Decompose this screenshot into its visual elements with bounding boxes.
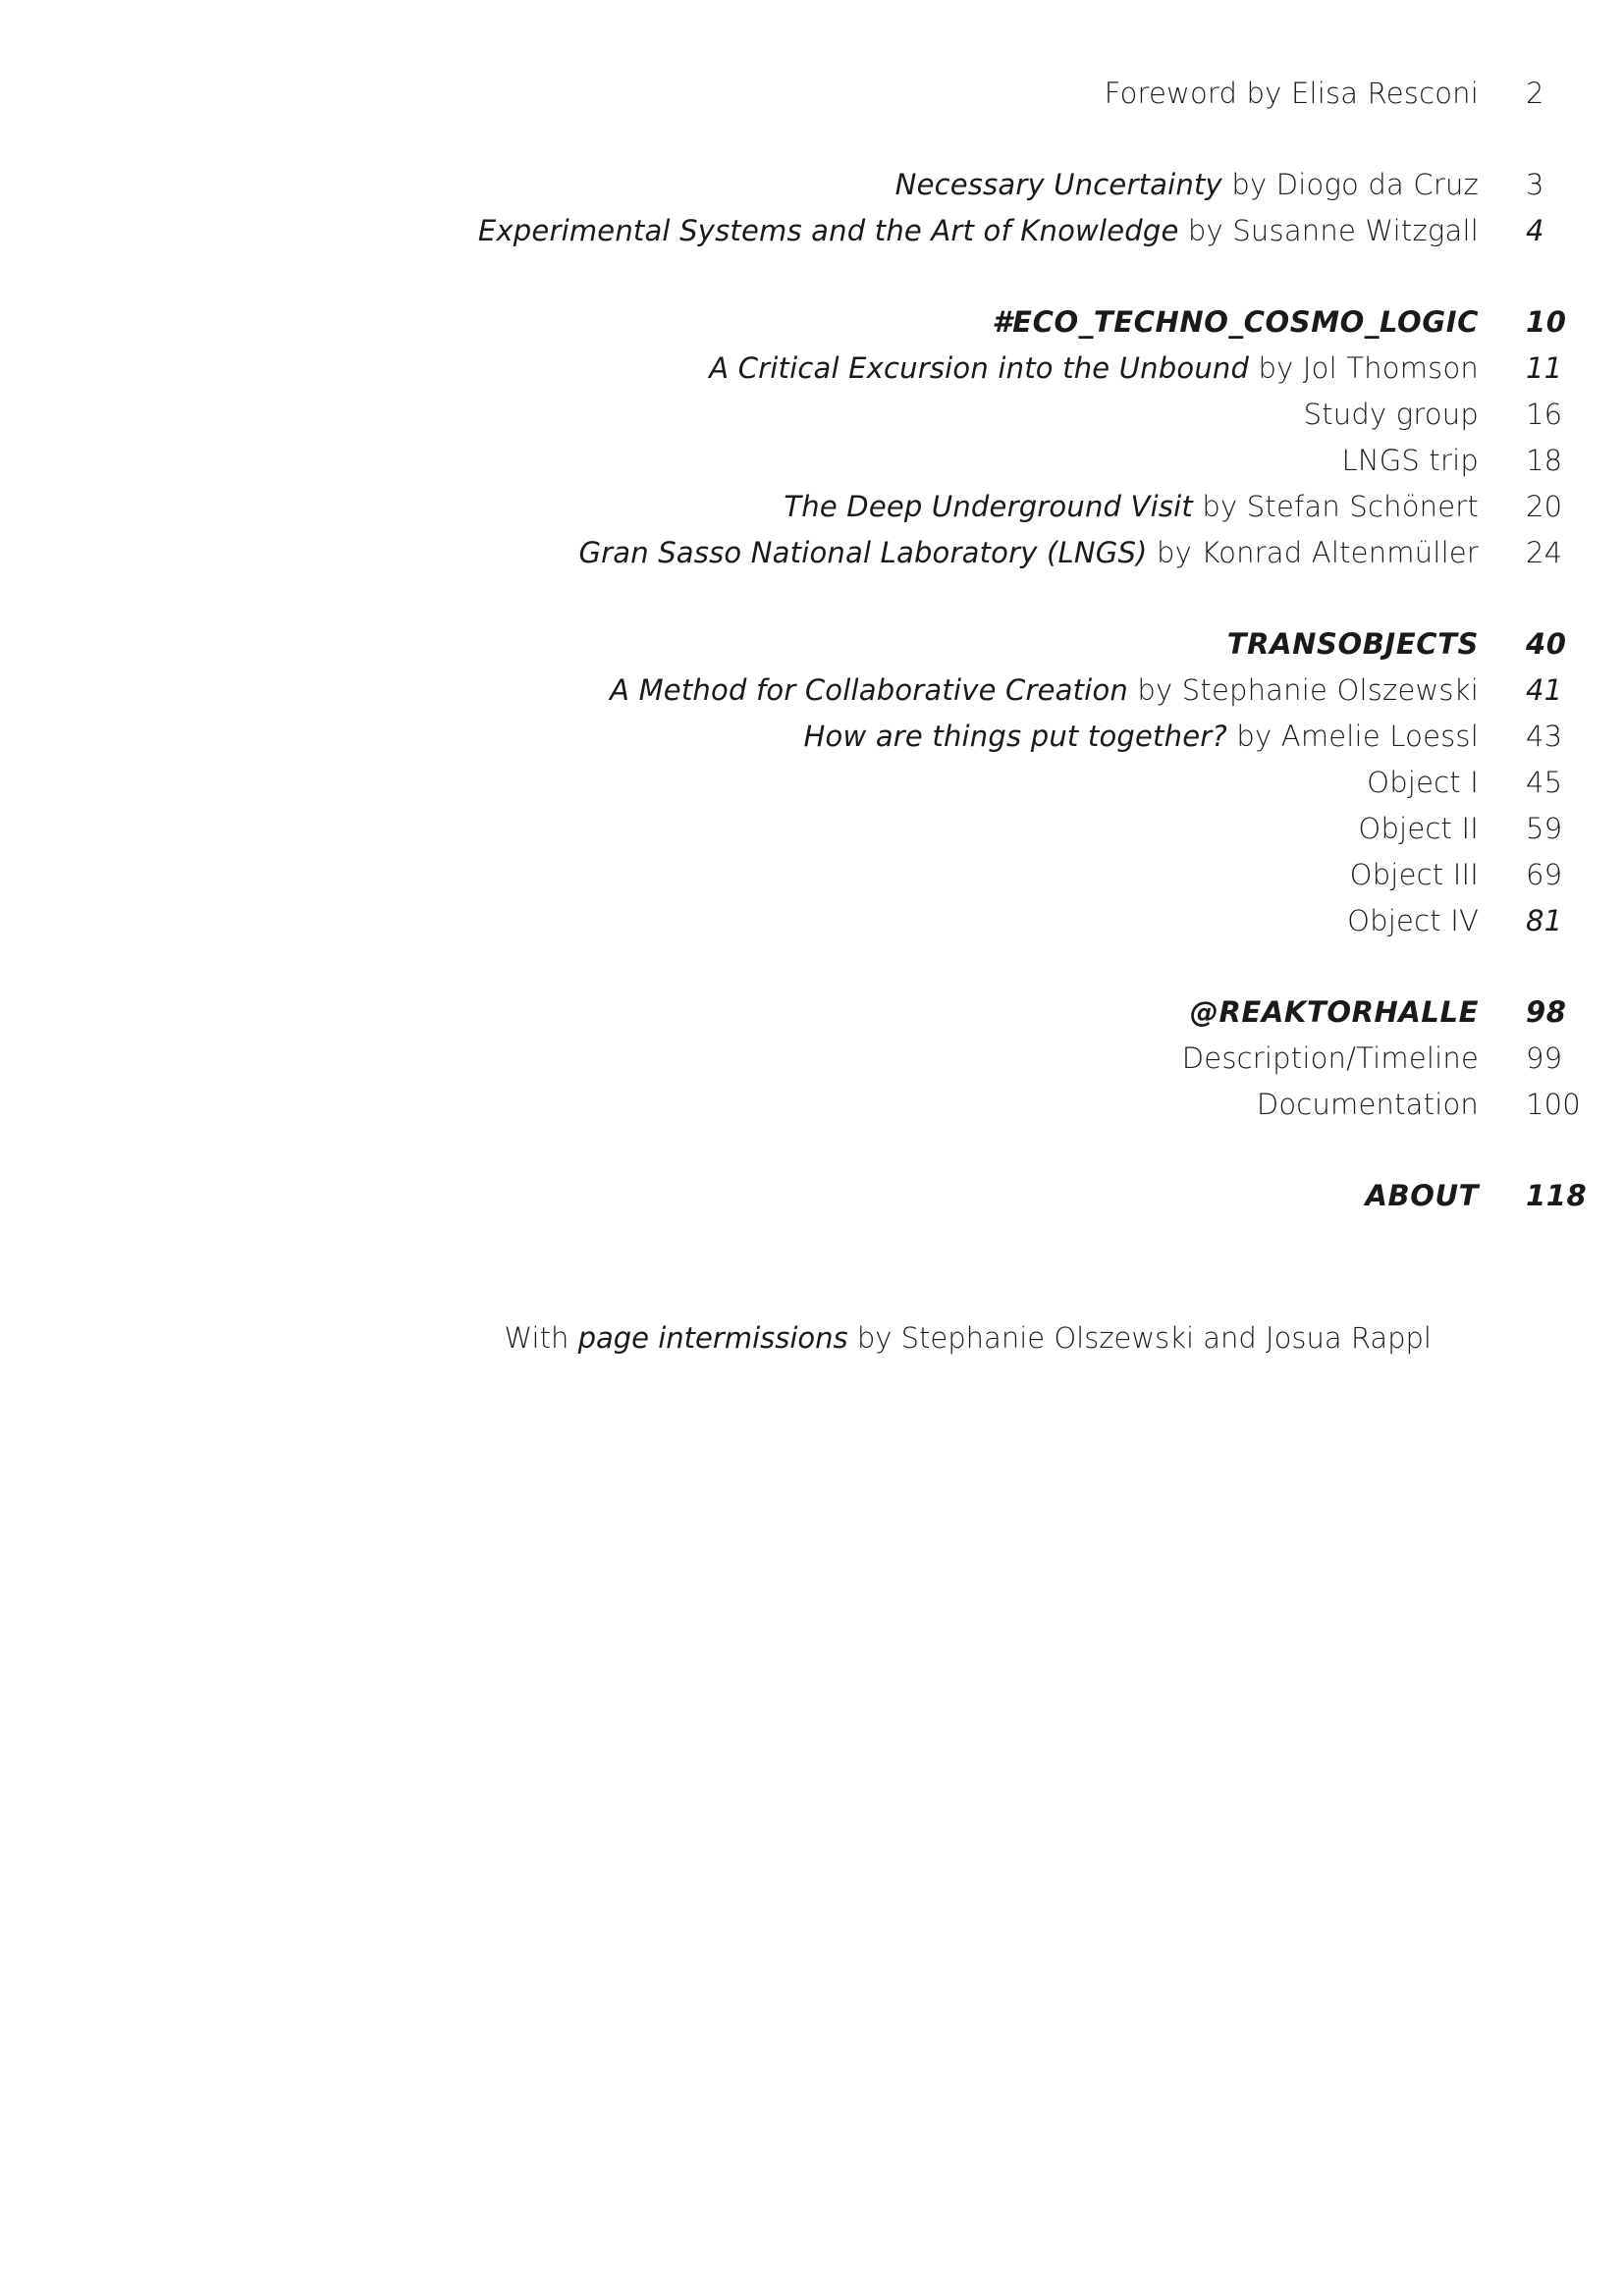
entry-title-part: by Amelie Loessl bbox=[1226, 720, 1479, 753]
toc-group bbox=[0, 989, 1624, 1128]
entry-title bbox=[1341, 438, 1479, 484]
page-number: 59 bbox=[1526, 812, 1563, 845]
page-number: 69 bbox=[1526, 858, 1563, 891]
page-number: 100 bbox=[1526, 1088, 1581, 1121]
section-title bbox=[1227, 621, 1479, 667]
entry-title-part: by Stephanie Olszewski bbox=[1127, 673, 1479, 707]
page-number: 11 bbox=[1526, 351, 1563, 385]
entry-title bbox=[1182, 1036, 1479, 1082]
entry-title-part: by Konrad Altenmüller bbox=[1147, 536, 1479, 569]
entry-title bbox=[1358, 806, 1479, 852]
page-number: 98 bbox=[1526, 995, 1567, 1029]
entry-title-part: by Stefan Schönert bbox=[1193, 490, 1479, 523]
toc-group bbox=[0, 1173, 1624, 1219]
page-number: 118 bbox=[1526, 1179, 1588, 1212]
entry-title-part: by Susanne Witzgall bbox=[1178, 214, 1479, 247]
entry-title bbox=[709, 346, 1479, 392]
credits-line bbox=[505, 1315, 1432, 1362]
entry-title bbox=[1347, 898, 1479, 944]
section-heading-row bbox=[0, 989, 1624, 1036]
page-number: 16 bbox=[1526, 398, 1563, 431]
toc-entry-row bbox=[0, 898, 1624, 944]
toc-entry-row bbox=[0, 162, 1624, 208]
entry-title bbox=[1367, 760, 1479, 806]
page-number: 4 bbox=[1526, 214, 1544, 247]
toc-entry-row bbox=[0, 438, 1624, 484]
entry-title-italic-part: Experimental Systems and the Art of Knowledge bbox=[477, 214, 1179, 247]
entry-title-part: Description/Timeline bbox=[1181, 1041, 1479, 1075]
toc-group bbox=[0, 621, 1624, 944]
entry-title-italic-part: Necessary Uncertainty bbox=[894, 168, 1222, 201]
toc-entry-row bbox=[0, 1036, 1624, 1082]
section-title bbox=[1365, 1173, 1479, 1219]
entry-title-italic-part: ABOUT bbox=[1365, 1179, 1479, 1212]
entry-title-part: Object IV bbox=[1347, 904, 1479, 937]
page-number: 2 bbox=[1526, 77, 1544, 110]
page-number: 10 bbox=[1526, 305, 1567, 339]
entry-title bbox=[610, 667, 1479, 714]
toc-group bbox=[0, 299, 1624, 576]
toc-entry-row bbox=[0, 760, 1624, 806]
page-number: 45 bbox=[1526, 766, 1563, 799]
entry-title-part: LNGS trip bbox=[1341, 444, 1479, 477]
credits-italic-part: page intermissions bbox=[577, 1321, 848, 1355]
entry-title-part: Foreword by Elisa Resconi bbox=[1104, 77, 1479, 110]
toc-entry-row bbox=[0, 852, 1624, 898]
section-heading-row bbox=[0, 621, 1624, 667]
entry-title-italic-part: Gran Sasso National Laboratory (LNGS) bbox=[578, 536, 1148, 569]
entry-title-italic-part: #ECO_TECHNO_COSMO_LOGIC bbox=[992, 305, 1479, 339]
toc-entry-row bbox=[0, 1082, 1624, 1128]
entry-title bbox=[784, 484, 1479, 530]
toc-entry-row bbox=[0, 484, 1624, 530]
page-number: 41 bbox=[1526, 673, 1563, 707]
page-number: 43 bbox=[1526, 720, 1563, 753]
entry-title-part: Documentation bbox=[1256, 1088, 1479, 1121]
entry-title-italic-part: The Deep Underground Visit bbox=[784, 490, 1193, 523]
entry-title-part: by Diogo da Cruz bbox=[1221, 168, 1479, 201]
section-title bbox=[992, 299, 1479, 346]
entry-title bbox=[1304, 392, 1479, 438]
entry-title-part: by Jol Thomson bbox=[1249, 351, 1479, 385]
page-number: 24 bbox=[1526, 536, 1563, 569]
credits-part: by Stephanie Olszewski and Josua Rappl bbox=[847, 1321, 1432, 1355]
entry-title-part: Object II bbox=[1358, 812, 1479, 845]
toc-entry-row bbox=[0, 392, 1624, 438]
toc-entry-row bbox=[0, 346, 1624, 392]
entry-title bbox=[1257, 1082, 1479, 1128]
section-title bbox=[1190, 989, 1479, 1036]
toc-entry-row bbox=[0, 71, 1624, 117]
section-heading-row bbox=[0, 1173, 1624, 1219]
entry-title-italic-part: A Method for Collaborative Creation bbox=[610, 673, 1128, 707]
entry-title-italic-part: How are things put together? bbox=[803, 720, 1227, 753]
toc-entry-row bbox=[0, 714, 1624, 760]
entry-title bbox=[804, 714, 1479, 760]
toc-group bbox=[0, 71, 1624, 117]
toc-entry-row bbox=[0, 208, 1624, 254]
table-of-contents bbox=[0, 71, 1624, 1264]
entry-title bbox=[578, 530, 1479, 576]
page-number: 40 bbox=[1526, 627, 1567, 661]
toc-entry-row bbox=[0, 667, 1624, 714]
page-number: 3 bbox=[1526, 168, 1544, 201]
entry-title bbox=[478, 208, 1479, 254]
page-number: 18 bbox=[1526, 444, 1563, 477]
toc-group bbox=[0, 162, 1624, 254]
entry-title-italic-part: TRANSOBJECTS bbox=[1226, 627, 1479, 661]
entry-title-part: Object III bbox=[1349, 858, 1479, 891]
entry-title bbox=[895, 162, 1479, 208]
entry-title-part: Study group bbox=[1303, 398, 1479, 431]
toc-entry-row bbox=[0, 806, 1624, 852]
credits-part: With bbox=[504, 1321, 578, 1355]
entry-title-part: Object I bbox=[1367, 766, 1479, 799]
entry-title-italic-part: @REAKTORHALLE bbox=[1189, 995, 1479, 1029]
page-number: 81 bbox=[1526, 904, 1563, 937]
section-heading-row bbox=[0, 299, 1624, 346]
page-number: 20 bbox=[1526, 490, 1563, 523]
toc-entry-row bbox=[0, 530, 1624, 576]
page-number: 99 bbox=[1526, 1041, 1563, 1075]
entry-title-italic-part: A Critical Excursion into the Unbound bbox=[709, 351, 1250, 385]
entry-title bbox=[1105, 71, 1479, 117]
entry-title bbox=[1350, 852, 1479, 898]
